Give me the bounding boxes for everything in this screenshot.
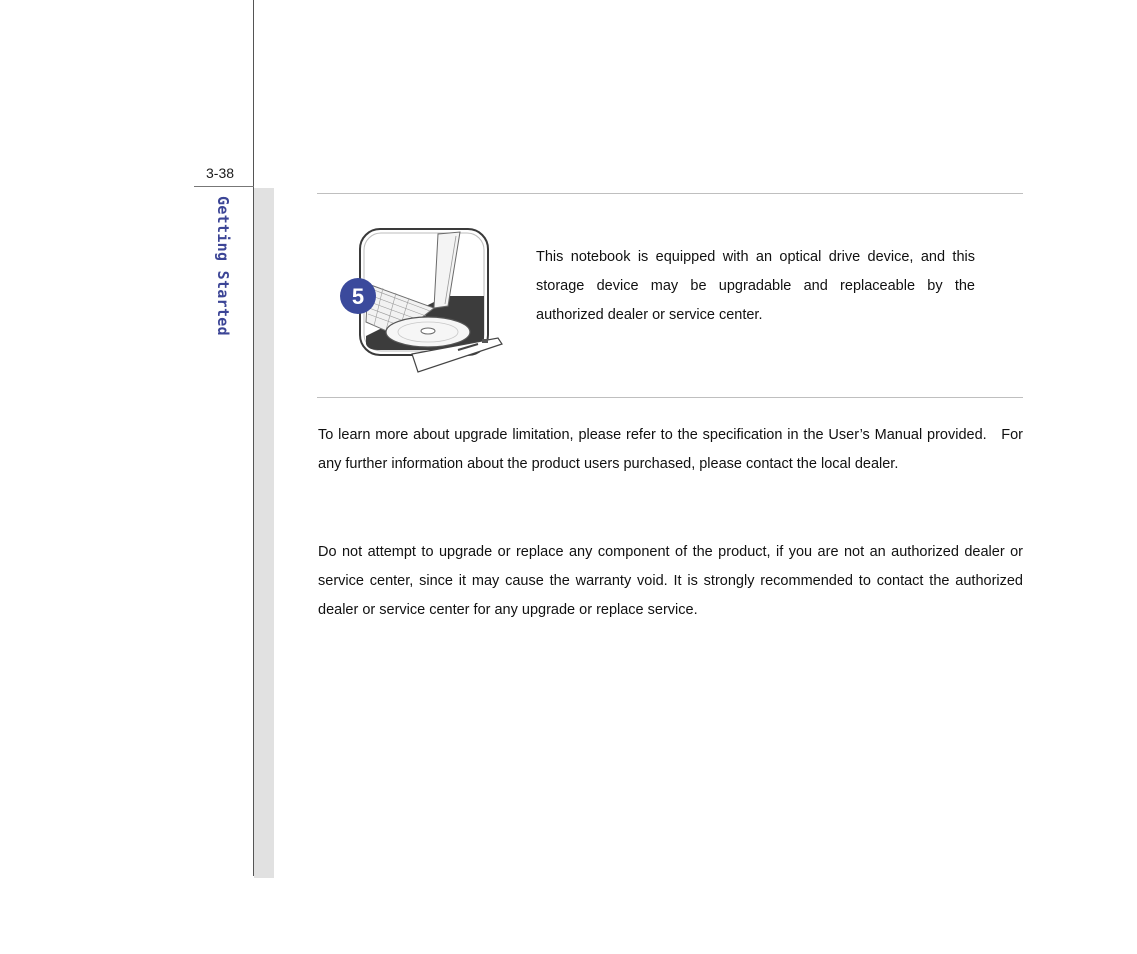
notebook-optical-drive-icon (338, 226, 508, 378)
side-bar (254, 188, 274, 878)
paragraph-upgrade-limitation: To learn more about upgrade limitation, please refer to the specification in the User’s Manual provided. For any further information about the product users purchased, please contact the local dealer. (318, 427, 1023, 472)
paragraph-warranty-warning: Do not attempt to upgrade or replace any component of the product, if you are not an authorized dealer or service center, since it may cause the warranty void. It is strongly recommended to contact the authorized dealer or service center for any upgrade or replace service. (318, 544, 1023, 618)
optical-drive-illustration (338, 226, 508, 378)
page-number-rule (194, 186, 254, 187)
callout-text: This notebook is equipped with an optical drive device, and this storage device may be upgradable and replaceable by the authorized dealer or service center. (536, 249, 975, 323)
callout-bottom-divider (317, 397, 1023, 398)
section-label: Getting Started (214, 196, 232, 336)
step-number-badge: 5 (351, 284, 365, 309)
page-number: 3-38 (206, 165, 235, 181)
callout-top-divider (317, 193, 1023, 194)
